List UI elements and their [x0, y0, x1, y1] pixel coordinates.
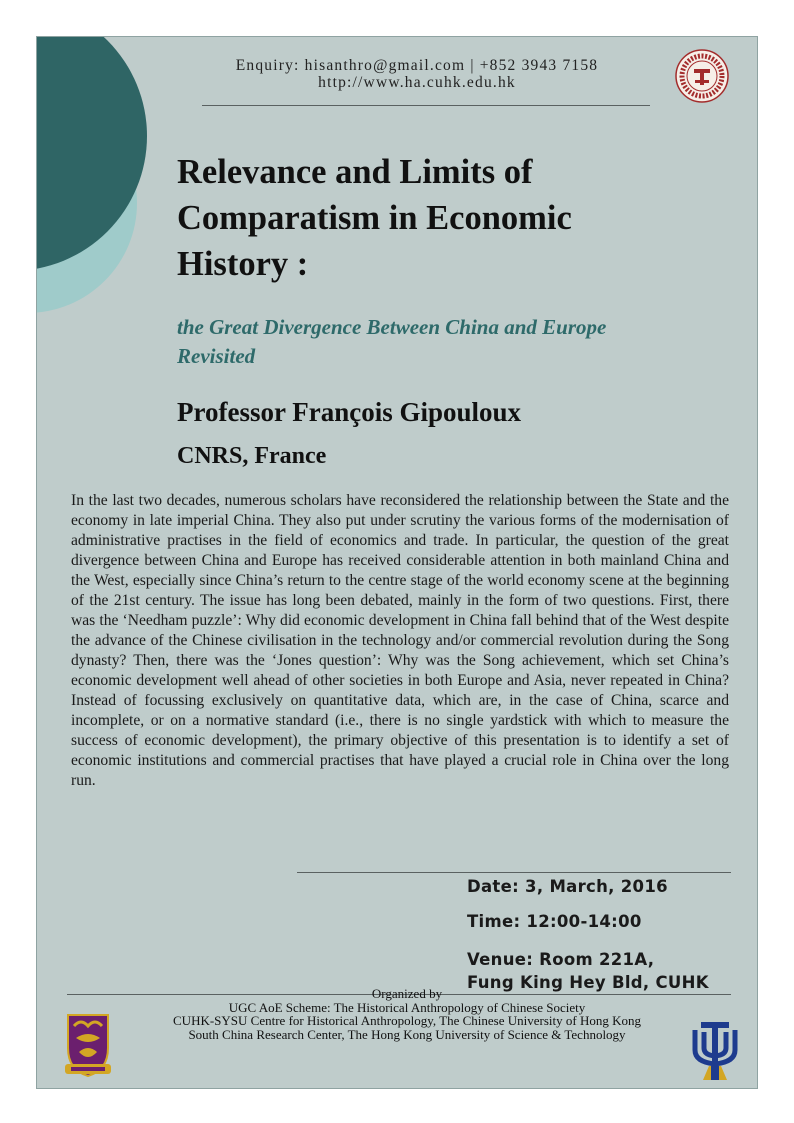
organizers-block [137, 987, 677, 1041]
event-venue-line2: Fung King Hey Bld, CUHK [467, 973, 709, 992]
enquiry-info [197, 57, 637, 91]
subtitle-line: Revisited [177, 344, 256, 368]
organizer-line: South China Research Center, The Hong Kong University of Science & Technology [188, 1026, 626, 1042]
details-divider [297, 872, 731, 873]
title-line: Comparatism in Economic [177, 199, 572, 237]
title-line: History : [177, 245, 309, 283]
abstract-text: In the last two decades, numerous scholars have reconsidered the relationship between the State and the economy in late imperial China. They also put under scrutiny the various forms of the modernisation of administrative practises in the field of economics and trade. In particular, the question of the great divergence between China and Europe has received considerable attention in both mainland China and the West, especially since China’s return to the centre stage of the world economy scene at the beginning of the 21st century. The issue has long been debated, mainly in the form of two questions. First, there was the ‘Needham puzzle’: Why did economic development in China fall behind that of the West despite the advance of the Chinese civilisation in the technology and/or commercial revolution during the Song dynasty? Then, there was the ‘Jones question’: Why was the Song achievement, which set China’s economic development well ahead of other societies in both Europe and Asia, never repeated in China? Instead of focussing exclusively on quantitative data, which are, in the case of China, scarce and incomplete, or on a normative standard (i.e., there is no single yardstick with which to measure the success of economic development), the primary objective of this presentation is to identify a set of economic institutions and commercial practises that have played a crucial role in China over the long run. [71, 492, 729, 789]
organizer-line: CUHK-SYSU Centre for Historical Anthropology, The Chinese University of Hong Kong [173, 1013, 641, 1028]
enquiry-line: Enquiry: hisanthro@gmail.com | +852 3943 7158 [235, 57, 599, 74]
event-date: Date: 3, March, 2016 [467, 877, 668, 896]
speaker-name: Professor François Gipouloux [177, 397, 522, 427]
event-time: Time: 12:00-14:00 [467, 912, 642, 931]
event-subtitle [177, 313, 737, 371]
hkust-logo-icon [691, 1020, 739, 1082]
subtitle-line: the Great Divergence Between China and Europe [177, 315, 607, 339]
event-title [177, 149, 737, 287]
event-venue-line1: Venue: Room 221A, [467, 950, 655, 969]
poster [36, 36, 758, 1089]
top-divider [202, 105, 650, 106]
research-centre-seal-icon [675, 49, 729, 103]
organizer-line: UGC AoE Scheme: The Historical Anthropology of Chinese Society [228, 999, 586, 1015]
website-link[interactable]: http://www.ha.cuhk.edu.hk [318, 74, 516, 91]
organizers-heading: Organized by [371, 986, 443, 1001]
speaker-affiliation: CNRS, France [177, 443, 327, 469]
title-line: Relevance and Limits of [177, 153, 533, 191]
cuhk-crest-icon [65, 1012, 111, 1078]
